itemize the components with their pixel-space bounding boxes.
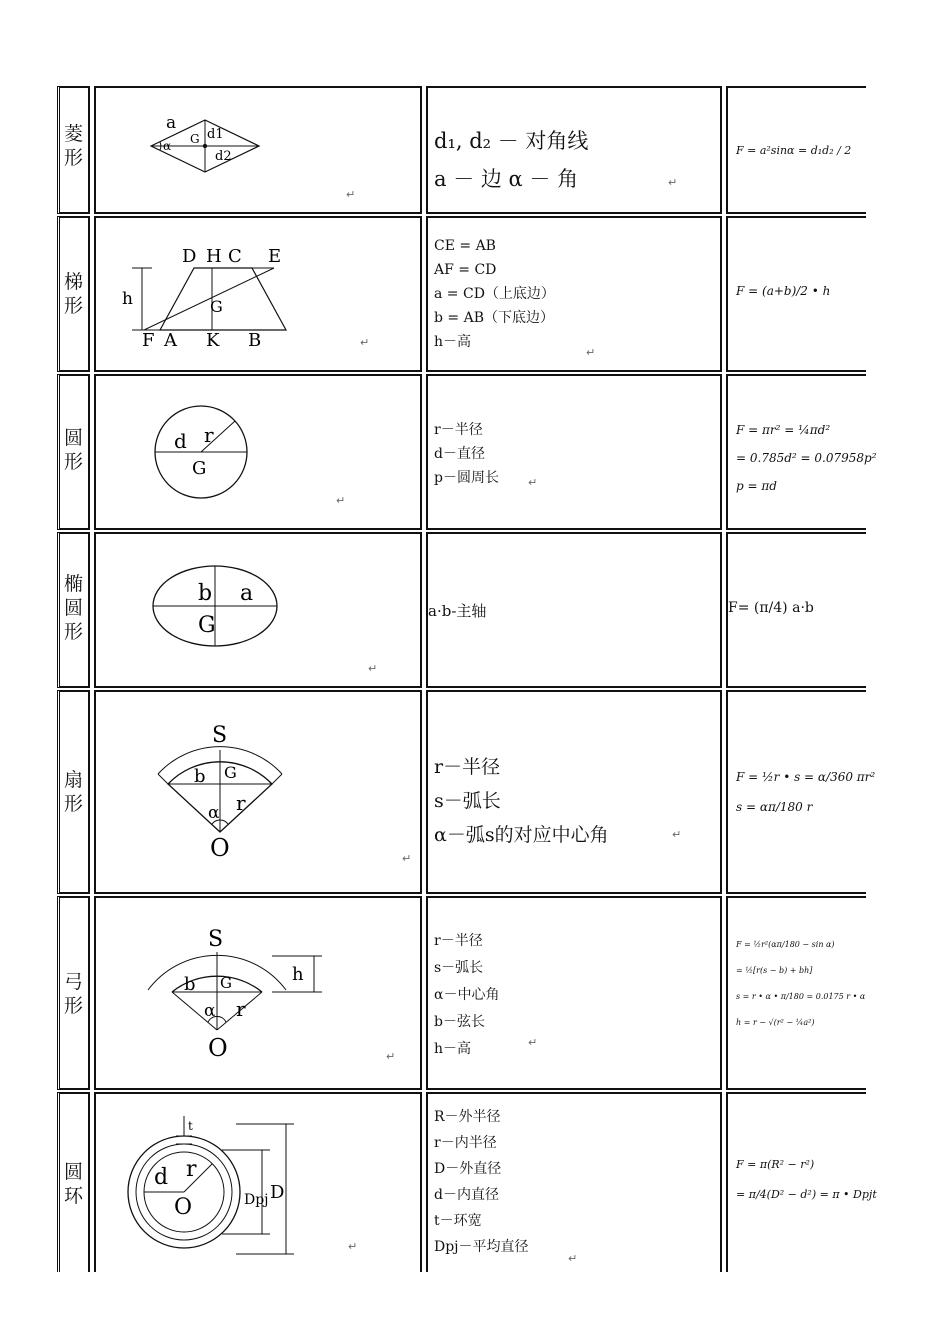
shape-name: 弓形 [64, 971, 84, 1017]
description-cell [426, 216, 722, 372]
description-lines [428, 600, 486, 621]
desc-line: s－弧长 [434, 790, 501, 812]
desc-line: Dpj－平均直径 [434, 1239, 529, 1255]
figure-label: h [122, 289, 133, 309]
figure-label: S [208, 927, 224, 952]
return-mark-icon: ↵ [668, 176, 678, 189]
figure-label: G [198, 613, 216, 638]
figure-label: α [204, 1001, 216, 1021]
trapezoid-figure [96, 218, 420, 370]
figure-label: H [206, 246, 222, 267]
sector-figure [96, 692, 420, 892]
return-mark-icon: ↵ [402, 852, 412, 865]
figure-label: d2 [215, 149, 232, 164]
desc-line: CE = AB [434, 238, 496, 254]
table-row [57, 532, 862, 688]
return-mark-icon: ↵ [348, 1240, 358, 1253]
desc-line: d－内直径 [434, 1187, 499, 1203]
figure-label: d [174, 429, 187, 453]
figure-cell [94, 690, 422, 894]
desc-line: d₁, d₂ － 对角线 [434, 129, 589, 153]
description-lines [434, 928, 499, 1063]
return-mark-icon: ↵ [360, 336, 370, 349]
figure-label: C [228, 246, 242, 267]
formula-cell [726, 532, 866, 688]
return-mark-icon: ↵ [528, 1036, 538, 1049]
return-mark-icon: ↵ [346, 188, 356, 201]
desc-line: α－弧s的对应中心角 [434, 824, 609, 846]
figure-label: b [198, 581, 213, 606]
desc-line: r－半径 [434, 422, 483, 438]
figure-label: r [204, 423, 214, 447]
formula-line: F = (a+b)/2 • h [736, 284, 831, 298]
figure-label: S [212, 723, 228, 748]
figure-label: E [268, 246, 282, 267]
formula-lines [736, 416, 877, 500]
shape-name: 扇形 [64, 769, 84, 815]
figure-label: d [154, 1165, 169, 1190]
table-row [57, 690, 876, 894]
circle-figure [96, 376, 420, 528]
formula-cell [726, 374, 877, 530]
formula-lines [736, 932, 865, 1036]
figure-label: α [163, 139, 172, 153]
shape-name-cell [57, 374, 90, 530]
desc-line: R－外半径 [434, 1109, 501, 1125]
figure-label: b [184, 974, 196, 995]
description-cell [426, 1092, 722, 1272]
shape-name: 圆形 [64, 427, 84, 473]
description-cell [426, 532, 722, 688]
description-lines [434, 750, 609, 852]
formula-cell [726, 896, 866, 1090]
formula-cell [726, 1092, 877, 1272]
table-row [57, 216, 862, 372]
figure-label: G [220, 974, 232, 992]
desc-line: r－半径 [434, 756, 501, 778]
desc-line: AF = CD [434, 262, 497, 278]
desc-line: r－半径 [434, 933, 483, 949]
return-mark-icon: ↵ [336, 494, 346, 507]
desc-line: h－高 [434, 1041, 472, 1057]
desc-line: s－弧长 [434, 960, 484, 976]
figure-label: O [208, 1034, 228, 1062]
shape-name-cell [57, 532, 90, 688]
figure-label: Dpj [244, 1192, 269, 1208]
rhombus-figure [96, 88, 420, 212]
desc-line: b = AB（下底边） [434, 310, 554, 326]
shape-name-cell [57, 216, 90, 372]
formula-lines [736, 762, 875, 822]
formula-line: F = π(R² − r²) [736, 1158, 815, 1171]
shape-name: 菱形 [64, 123, 84, 169]
return-mark-icon: ↵ [568, 1252, 578, 1265]
desc-line: r－内半径 [434, 1135, 497, 1151]
desc-line: p－圆周长 [434, 470, 499, 486]
figure-label: O [210, 834, 230, 862]
figure-label: a [240, 581, 254, 606]
desc-line: a·b-主轴 [428, 602, 487, 620]
annulus-figure [96, 1094, 420, 1272]
table-row [57, 896, 866, 1090]
shape-name: 圆环 [64, 1161, 84, 1207]
formula-line: F = πr² = ¼πd² [736, 423, 831, 437]
return-mark-icon: ↵ [586, 346, 596, 359]
figure-label: B [248, 330, 262, 351]
table-row [57, 1092, 877, 1278]
table-row [57, 86, 862, 214]
shape-name: 椭圆形 [64, 573, 84, 643]
desc-line: b－弦长 [434, 1014, 485, 1030]
formula-line: F = ½r • s = α/360 πr² [736, 770, 876, 784]
figure-label: d1 [207, 127, 224, 142]
figure-label: h [292, 964, 304, 985]
formula-cell [726, 216, 866, 372]
formula-line: h = r − √(r² − ¼a²) [736, 1018, 815, 1027]
table-row [57, 374, 877, 530]
return-mark-icon: ↵ [672, 828, 682, 841]
return-mark-icon: ↵ [368, 662, 378, 675]
description-lines [434, 1104, 529, 1260]
figure-cell [94, 216, 422, 372]
formula-cell [726, 690, 876, 894]
figure-label: G [190, 132, 200, 146]
figure-label: K [206, 330, 220, 351]
description-lines [434, 234, 555, 354]
shape-formula-table [57, 86, 877, 1270]
formula-lines [736, 1150, 877, 1210]
formula-line: F = ½r²(απ/180 − sin α) [736, 940, 835, 949]
desc-line: d－直径 [434, 446, 485, 462]
shape-name-cell [57, 690, 90, 894]
shape-name: 梯形 [64, 271, 84, 317]
description-cell [426, 86, 722, 214]
description-cell [426, 896, 722, 1090]
formula-cell [726, 86, 866, 214]
formula-line: = π/4(D² − d²) = π • Dpjt [736, 1188, 877, 1201]
figure-label: α [208, 803, 220, 823]
desc-line: a = CD（上底边） [434, 286, 555, 302]
formula-line: F = a²sinα = d₁d₂ / 2 [736, 144, 852, 157]
desc-line: h－高 [434, 334, 472, 350]
figure-label: r [236, 997, 246, 1021]
shape-name-cell [57, 1092, 90, 1272]
figure-label: b [194, 766, 206, 787]
desc-line: D－外直径 [434, 1161, 502, 1177]
formula-line: = ½[r(s − b) + bh] [736, 966, 813, 975]
figure-label: t [188, 1119, 193, 1133]
figure-label: a [166, 113, 177, 133]
return-mark-icon: ↵ [528, 476, 538, 489]
description-cell [426, 690, 722, 894]
figure-label: F [142, 330, 155, 351]
figure-label: r [186, 1157, 197, 1182]
figure-label: G [192, 458, 207, 479]
formula-line: = 0.785d² = 0.07958p² [736, 451, 877, 465]
description-cell [426, 374, 722, 530]
figure-label: G [224, 763, 237, 782]
figure-cell [94, 896, 422, 1090]
figure-cell [94, 532, 422, 688]
desc-line: a － 边 α － 角 [434, 167, 579, 191]
figure-label: A [164, 330, 177, 351]
shape-name-cell [57, 896, 90, 1090]
figure-label: O [174, 1195, 193, 1220]
desc-line: t－环宽 [434, 1213, 482, 1229]
description-lines [434, 418, 499, 490]
figure-cell [94, 1092, 422, 1272]
figure-label: D [270, 1182, 285, 1203]
formula-line: F= (π/4) a·b [728, 600, 814, 616]
formula-line: s = απ/180 r [736, 800, 813, 814]
segment-figure [96, 898, 420, 1088]
figure-cell [94, 86, 422, 214]
figure-label: D [182, 246, 197, 267]
description-lines [434, 122, 588, 198]
return-mark-icon: ↵ [386, 1050, 396, 1063]
formula-line: p = πd [736, 479, 777, 493]
shape-name-cell [57, 86, 90, 214]
figure-cell [94, 374, 422, 530]
figure-label: G [210, 297, 223, 316]
formula-line: s = r • α • π/180 = 0.0175 r • α [736, 992, 866, 1001]
figure-label: r [236, 791, 246, 815]
desc-line: α－中心角 [434, 987, 500, 1003]
